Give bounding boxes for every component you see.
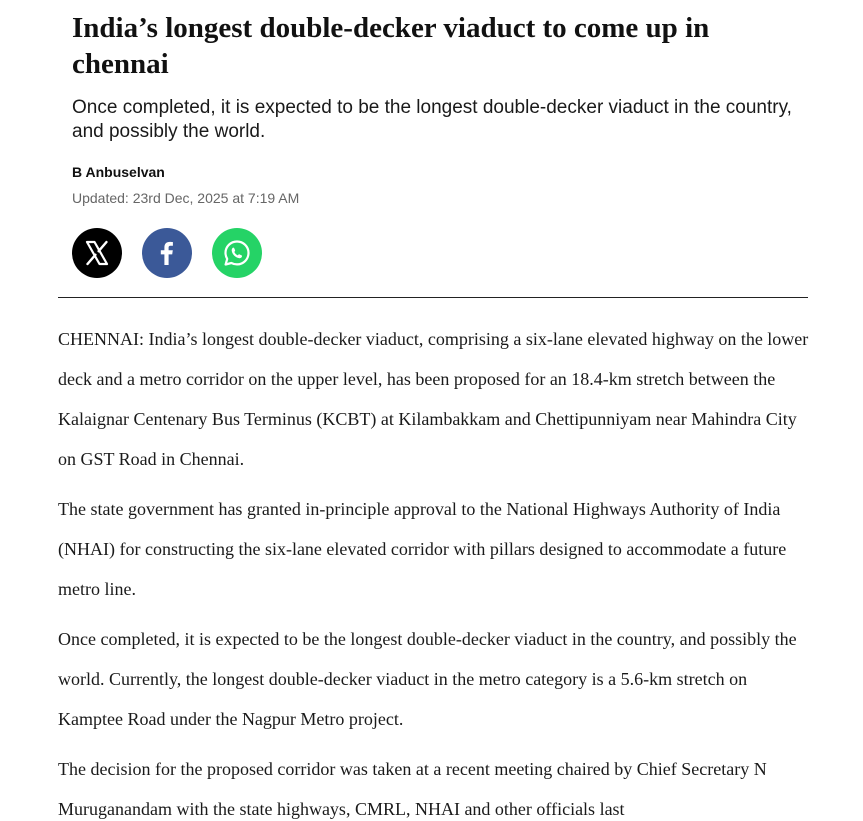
article-paragraph: The decision for the proposed corridor was taken at a recent meeting chaired by Chief Secretary N Muruganandam with the state highways, CMRL, NHAI and other officials last bbox=[58, 759, 767, 819]
whatsapp-icon bbox=[221, 237, 253, 269]
x-icon bbox=[82, 238, 112, 268]
article-paragraph: CHENNAI: India’s longest double-decker viaduct, comprising a six-lane elevated highway on the lower deck and a metro corridor on the upper level, has been proposed for an 18.4-km stretch between the Kalaignar Centenary Bus Terminus (KCBT) at Kilambakkam and Chettipunniyam near Mahindra City on GST Road in Chennai. bbox=[58, 329, 809, 469]
article-paragraph: The state government has granted in-principle approval to the National Highways Authority of India (NHAI) for constructing the six-lane elevated corridor with pillars designed to accommodate a future metro line. bbox=[58, 499, 787, 599]
share-whatsapp-button[interactable] bbox=[212, 228, 262, 278]
share-x-button[interactable] bbox=[72, 228, 122, 278]
share-bar bbox=[72, 228, 262, 278]
author-name[interactable]: B Anbuselvan bbox=[72, 164, 165, 180]
article-paragraph: Once completed, it is expected to be the longest double-decker viaduct in the country, and possibly the world. Currently, the longest double-decker viaduct in the metro category is a 5.6-km stretch on Kamptee Road under the Nagpur Metro project. bbox=[58, 629, 797, 729]
article-subheadline: Once completed, it is expected to be the longest double-decker viaduct in the country, and possibly the world. bbox=[72, 97, 792, 142]
article-headline: India’s longest double-decker viaduct to come up in chennai bbox=[72, 12, 710, 80]
updated-value: 23rd Dec, 2025 at 7:19 AM bbox=[132, 190, 300, 206]
updated-timestamp bbox=[72, 189, 299, 207]
divider bbox=[58, 297, 808, 298]
updated-label: Updated: bbox=[72, 190, 129, 206]
facebook-icon bbox=[152, 238, 182, 268]
article-body bbox=[58, 319, 810, 821]
share-facebook-button[interactable] bbox=[142, 228, 192, 278]
